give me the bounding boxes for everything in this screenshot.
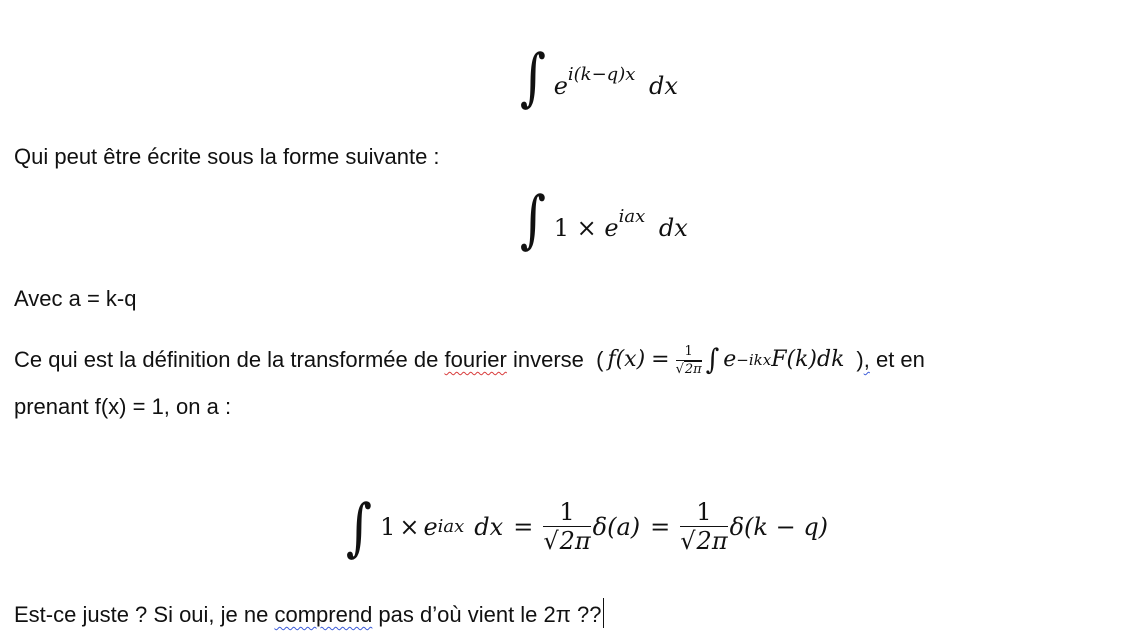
paragraph-3-line-2: prenant f(x) = 1, on a : [14, 394, 232, 419]
integral-sign: ∫ [520, 40, 547, 114]
equals-1: = [513, 512, 534, 541]
delta-k-minus-q: δ(k − q) [729, 512, 829, 541]
paragraph-3-tail: et en [869, 347, 925, 372]
formula-lhs: f(x) [607, 347, 646, 372]
grammar-mark[interactable]: , [863, 347, 870, 372]
exp-base: e [553, 72, 568, 100]
one: 1 [553, 214, 569, 242]
one: 1 [380, 512, 396, 541]
close-paren: ) [856, 347, 864, 372]
paragraph-4-after: pas d’où vient le 2π ?? [372, 602, 602, 627]
formula-fraction [676, 345, 702, 376]
paragraph-3-before: Ce qui est la définition de la transformée de [14, 347, 445, 372]
integral-sign: ∫ [520, 182, 547, 256]
paragraph-3 [14, 340, 925, 380]
paragraph-4-before: Est-ce juste ? Si oui, je ne [14, 602, 275, 627]
exp-base: e [604, 214, 619, 242]
paragraph-4 [14, 598, 604, 628]
fraction-1 [543, 500, 590, 553]
fraction-2-numerator: 1 [680, 500, 727, 527]
grammar-word-comprend[interactable]: comprend [274, 602, 373, 627]
differential: dx [474, 512, 504, 541]
equation-2 [520, 182, 688, 256]
integral-sign: ∫ [705, 343, 720, 377]
inline-formula [607, 345, 844, 376]
exponent: −ikx [736, 350, 772, 369]
exp-base: e [723, 347, 737, 372]
paragraph-3-after: inverse ( [506, 347, 604, 372]
spellcheck-word-fourier[interactable]: fourier [444, 347, 507, 372]
times-sign: × [399, 512, 420, 541]
differential: dx [658, 214, 688, 242]
equation-3 [346, 490, 829, 563]
formula-equals: = [651, 347, 670, 372]
fraction-numerator: 1 [676, 345, 702, 361]
differential: dx [649, 72, 678, 100]
exp-base: e [423, 512, 438, 541]
times-sign: × [576, 214, 597, 242]
paragraph-2: Avec a = k-q [14, 286, 137, 311]
fraction-2-denominator: √2π [680, 527, 728, 555]
text-cursor [603, 598, 604, 628]
exponent: iax [618, 206, 646, 227]
paragraph-1: Qui peut être écrite sous la forme suivante : [14, 144, 440, 169]
integral-sign: ∫ [346, 490, 373, 563]
exponent: iax [437, 515, 465, 537]
formula-rest: F(k)dk [771, 347, 845, 372]
fraction-denominator: √2π [675, 361, 702, 377]
exponent: i(k−q)x [567, 64, 636, 85]
fraction-1-numerator: 1 [543, 500, 590, 527]
delta-a: δ(a) [592, 512, 641, 541]
fraction-2 [680, 500, 727, 553]
equals-2: = [650, 512, 671, 541]
fraction-1-denominator: √2π [543, 527, 591, 555]
equation-1 [520, 40, 678, 114]
